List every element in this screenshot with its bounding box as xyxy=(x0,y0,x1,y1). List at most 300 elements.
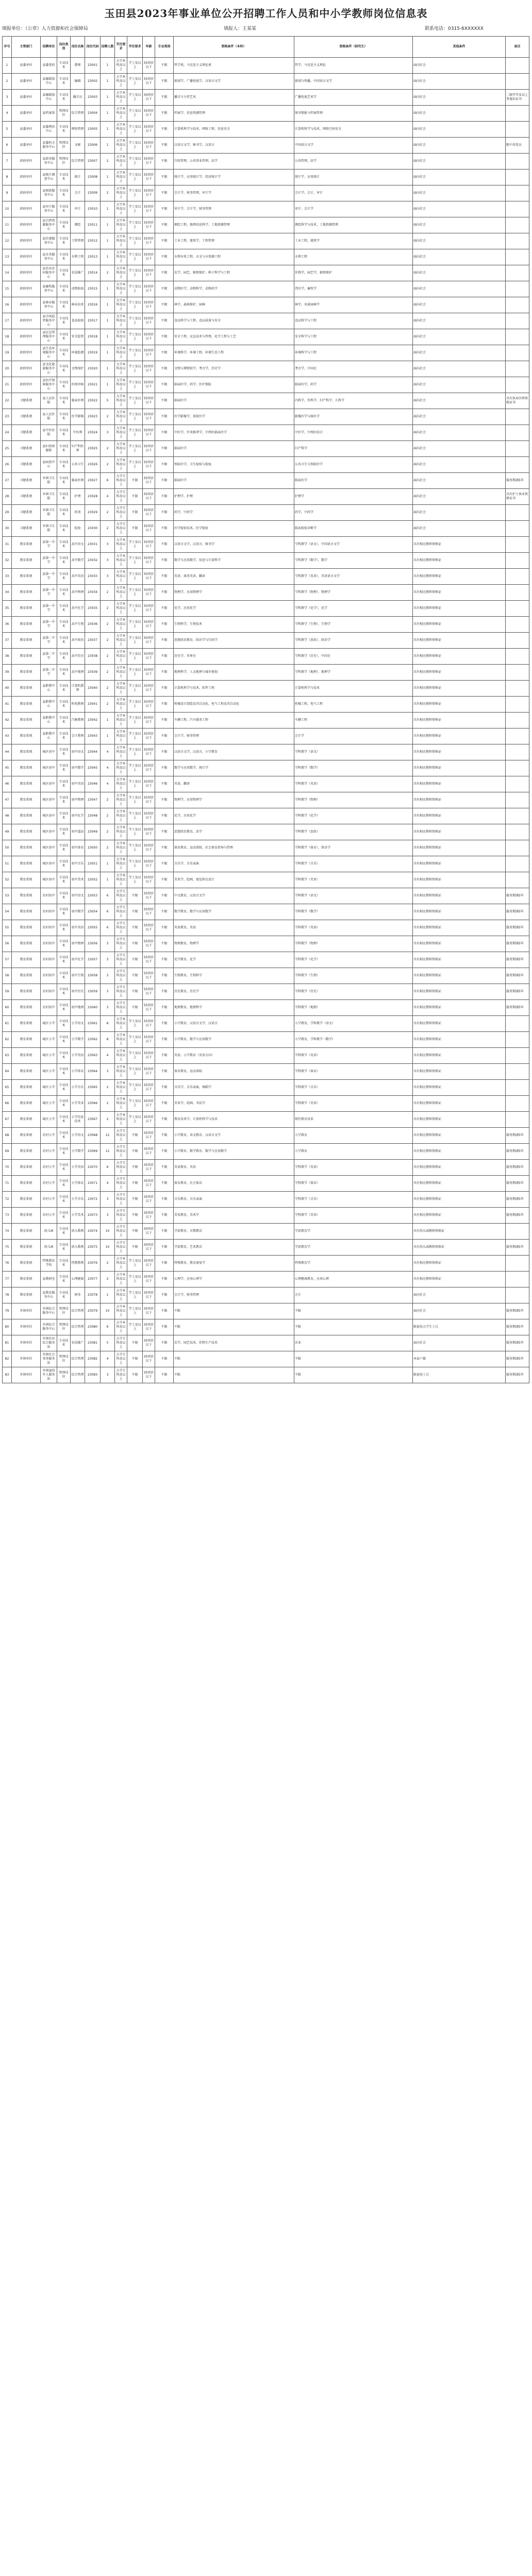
cell-grad: 妇产科学 xyxy=(294,441,413,457)
cell-deg: 学士及以上 xyxy=(127,1032,143,1048)
cell-cat: 专业技术 xyxy=(57,633,71,649)
cell-cond: 具有相应教师资格证 xyxy=(413,681,506,697)
cell-note: 服务期满5年 xyxy=(506,1160,529,1176)
cell-n: 73 xyxy=(3,1208,12,1224)
cell-n: 75 xyxy=(3,1240,12,1256)
cell-cond: 具有幼儿园教师资格证 xyxy=(413,1224,506,1240)
cell-num: 2 xyxy=(101,185,115,201)
cell-num: 1 xyxy=(101,297,115,313)
cell-pos: 小学数学 xyxy=(71,1144,85,1160)
cell-major: 不限 xyxy=(155,441,174,457)
cell-code: 23073 xyxy=(85,1208,101,1224)
cell-pos: 高中语文 xyxy=(71,537,85,553)
cell-major: 不限 xyxy=(155,681,174,697)
cell-cond: 具有相应教师资格证 xyxy=(413,840,506,856)
cell-code: 23003 xyxy=(85,90,101,106)
cell-ben: 物理教育，物理学 xyxy=(174,936,294,952)
cell-deg: 不限 xyxy=(127,1192,143,1208)
cell-age: 35周岁以下 xyxy=(143,824,155,840)
cell-ben: 临床医学，药学，医疗保险 xyxy=(174,377,294,393)
cell-ben: 小学教育，语文教育，汉语言文学 xyxy=(174,1128,294,1144)
cell-grad: 中医学，中西医结合 xyxy=(294,425,413,441)
column-header: 招聘单位 xyxy=(41,37,57,58)
cell-ben: 学前教育，早期教育 xyxy=(174,1224,294,1240)
cell-ben: 数学教育，数学与应用数学 xyxy=(174,904,294,920)
cell-edu: 大学本科及以上 xyxy=(115,393,127,409)
cell-n: 14 xyxy=(3,265,12,281)
table-row xyxy=(3,393,529,409)
cell-pos: 幼儿教师 xyxy=(71,1240,85,1256)
table-row xyxy=(3,1319,529,1335)
cell-edu: 大学专科及以上 xyxy=(115,1208,127,1224)
cell-cond: 面向社会 xyxy=(413,1287,506,1303)
cell-unit: 城区小学 xyxy=(41,1016,57,1032)
cell-note: 二级甲等及以上普通话证书 xyxy=(506,90,529,106)
cell-deg: 学士及以上 xyxy=(127,106,143,122)
cell-dept: 县委单位 xyxy=(12,90,41,106)
table-row xyxy=(3,457,529,473)
cell-num: 2 xyxy=(101,1272,115,1287)
cell-cond: 具有相应教师资格证 xyxy=(413,728,506,744)
cell-cat: 专业技术 xyxy=(57,872,71,888)
cell-cond: 具有相应教师资格证 xyxy=(413,856,506,872)
cell-grad: 学科教学（物理） xyxy=(294,936,413,952)
cell-edu: 大学专科及以上 xyxy=(115,1224,127,1240)
table-row xyxy=(3,201,529,217)
cell-code: 23065 xyxy=(85,1080,101,1096)
cell-edu: 大学本科及以上 xyxy=(115,233,127,249)
cell-n: 21 xyxy=(3,377,12,393)
cell-deg: 学士及以上 xyxy=(127,537,143,553)
cell-grad: 学科教学（思政） xyxy=(294,824,413,840)
cell-edu: 大学专科及以上 xyxy=(115,505,127,521)
cell-ben: 英语，翻译 xyxy=(174,776,294,792)
cell-code: 23071 xyxy=(85,1176,101,1192)
cell-major: 不限 xyxy=(155,872,174,888)
cell-deg: 不限 xyxy=(127,1240,143,1256)
cell-cond: 面向社会 xyxy=(413,249,506,265)
cell-ben: 教育技术学，计算机科学与技术 xyxy=(174,1112,294,1128)
cell-grad: 不限 xyxy=(294,1303,413,1319)
cell-age: 35周岁以下 xyxy=(143,553,155,569)
cell-age: 35周岁以下 xyxy=(143,665,155,681)
cell-n: 81 xyxy=(3,1335,12,1351)
cell-n: 31 xyxy=(3,537,12,553)
cell-code: 23007 xyxy=(85,154,101,170)
cell-age: 35周岁以下 xyxy=(143,681,155,697)
cell-pos: 初中美术 xyxy=(71,872,85,888)
cell-ben: 计算机科学与技术，软件工程 xyxy=(174,681,294,697)
cell-cat: 专业技术 xyxy=(57,904,71,920)
cell-n: 12 xyxy=(3,233,12,249)
cell-deg: 学士及以上 xyxy=(127,1287,143,1303)
cell-note xyxy=(506,856,529,872)
cell-cond: 面向社会 xyxy=(413,361,506,377)
column-header: 备注 xyxy=(506,37,529,58)
cell-cond: 具有相应教师资格证 xyxy=(413,569,506,585)
cell-edu: 大学专科及以上 xyxy=(115,1240,127,1256)
cell-deg: 学士及以上 xyxy=(127,824,143,840)
cell-unit: 县医疗保障服务中心 xyxy=(41,377,57,393)
cell-num: 2 xyxy=(101,649,115,665)
cell-edu: 大学专科及以上 xyxy=(115,1144,127,1160)
cell-age: 35周岁以下 xyxy=(143,1112,155,1128)
cell-major: 不限 xyxy=(155,952,174,968)
cell-num: 3 xyxy=(101,1000,115,1016)
cell-n: 32 xyxy=(3,553,12,569)
cell-pos: 文秘 xyxy=(71,138,85,154)
cell-grad: 学科教学（数学） xyxy=(294,904,413,920)
cell-unit: 县第一中学 xyxy=(41,569,57,585)
cell-pos: 工程管理 xyxy=(71,233,85,249)
cell-pos: 初中语文 xyxy=(71,888,85,904)
cell-num: 1 xyxy=(101,1287,115,1303)
cell-deg: 学士及以上 xyxy=(127,265,143,281)
cell-unit: 城区初中 xyxy=(41,760,57,776)
cell-edu: 大学专科及以上 xyxy=(115,1335,127,1351)
cell-major: 不限 xyxy=(155,633,174,649)
cell-num: 8 xyxy=(101,1016,115,1032)
cell-note xyxy=(506,824,529,840)
cell-cat: 专业技术 xyxy=(57,1287,71,1303)
cell-cond: 具有相应教师资格证 xyxy=(413,1080,506,1096)
cell-num: 1 xyxy=(101,74,115,90)
cell-age: 35周岁以下 xyxy=(143,122,155,138)
column-header: 岗位名称 xyxy=(71,37,85,58)
cell-pos: 会计 xyxy=(71,185,85,201)
cell-major: 不限 xyxy=(155,281,174,297)
cell-dept: 教育系统 xyxy=(12,1208,41,1224)
cell-num: 8 xyxy=(101,1032,115,1048)
cell-age: 30周岁以下 xyxy=(143,1224,155,1240)
cell-cond: 面向社会 xyxy=(413,138,506,154)
cell-edu: 大学专科及以上 xyxy=(115,920,127,936)
table-row xyxy=(3,249,529,265)
cell-major: 不限 xyxy=(155,1240,174,1256)
cell-note xyxy=(506,425,529,441)
table-row xyxy=(3,441,529,457)
cell-code: 23034 xyxy=(85,585,101,601)
cell-deg: 不限 xyxy=(127,1224,143,1240)
cell-unit: 县畜牧服务中心 xyxy=(41,281,57,297)
cell-code: 23063 xyxy=(85,1048,101,1064)
cell-major: 不限 xyxy=(155,808,174,824)
cell-deg: 学士及以上 xyxy=(127,569,143,585)
cell-dept: 卫健系统 xyxy=(12,521,41,537)
cell-num: 6 xyxy=(101,920,115,936)
cell-age: 35周岁以下 xyxy=(143,633,155,649)
cell-dept: 卫健系统 xyxy=(12,489,41,505)
table-row xyxy=(3,1351,529,1367)
cell-cond: 具有相应教师资格证 xyxy=(413,1272,506,1287)
cell-ben: 行政管理，公共事业管理，法学 xyxy=(174,154,294,170)
cell-dept: 县委单位 xyxy=(12,58,41,74)
cell-age: 35周岁以下 xyxy=(143,1096,155,1112)
cell-cond: 面向社会 xyxy=(413,233,506,249)
cell-n: 7 xyxy=(3,154,12,170)
cell-n: 71 xyxy=(3,1176,12,1192)
cell-grad: 学科教学（体育） xyxy=(294,1176,413,1192)
cell-num: 3 xyxy=(101,936,115,952)
cell-age: 35周岁以下 xyxy=(143,936,155,952)
cell-pos: 林业技术 xyxy=(71,297,85,313)
cell-age: 35周岁以下 xyxy=(143,713,155,728)
cell-code: 23019 xyxy=(85,345,101,361)
cell-pos: 妇产科医师 xyxy=(71,441,85,457)
cell-cat: 专业技术 xyxy=(57,936,71,952)
cell-note xyxy=(506,1272,529,1287)
cell-major: 不限 xyxy=(155,1287,174,1303)
cell-ben: 中文教育，汉语言文学 xyxy=(174,888,294,904)
cell-grad: 学前教育学 xyxy=(294,1224,413,1240)
cell-major: 不限 xyxy=(155,1032,174,1048)
cell-dept: 教育系统 xyxy=(12,968,41,984)
cell-cat: 专业技术 xyxy=(57,281,71,297)
cell-pos: 初中道法 xyxy=(71,824,85,840)
cell-grad: 公共卫生与预防医学 xyxy=(294,457,413,473)
cell-age: 35周岁以下 xyxy=(143,409,155,425)
cell-n: 36 xyxy=(3,617,12,633)
cell-ben: 动物医学，动物科学，动物药学 xyxy=(174,281,294,297)
cell-edu: 大学专科及以上 xyxy=(115,1176,127,1192)
cell-major: 不限 xyxy=(155,409,174,425)
cell-cat: 专业技术 xyxy=(57,681,71,697)
cell-code: 23082 xyxy=(85,1351,101,1367)
cell-num: 1 xyxy=(101,313,115,329)
cell-unit: 城区小学 xyxy=(41,1096,57,1112)
table-row xyxy=(3,824,529,840)
cell-cond: 具有相应教师资格证 xyxy=(413,904,506,920)
cell-edu: 大学本科及以上 xyxy=(115,601,127,617)
cell-note xyxy=(506,569,529,585)
cell-unit: 农村初中 xyxy=(41,984,57,1000)
cell-ben: 体育教育，运动训练 xyxy=(174,1064,294,1080)
table-row xyxy=(3,1303,529,1319)
cell-grad: 学科教学（物理） xyxy=(294,792,413,808)
cell-major: 不限 xyxy=(155,840,174,856)
cell-dept: 教育系统 xyxy=(12,1240,41,1256)
cell-n: 48 xyxy=(3,808,12,824)
cell-major: 不限 xyxy=(155,1080,174,1096)
cell-unit: 幼儿园 xyxy=(41,1224,57,1240)
cell-major: 不限 xyxy=(155,170,174,185)
cell-note: 服务期满5年 xyxy=(506,920,529,936)
cell-grad: 小学教育，学科教学（语文） xyxy=(294,1016,413,1032)
cell-age: 35周岁以下 xyxy=(143,1000,155,1016)
cell-cat: 专业技术 xyxy=(57,1192,71,1208)
cell-edu: 大学专科及以上 xyxy=(115,1367,127,1383)
cell-cat: 专业技术 xyxy=(57,425,71,441)
cell-edu: 大学本科及以上 xyxy=(115,361,127,377)
cell-edu: 大学本科及以上 xyxy=(115,792,127,808)
cell-grad: 学科教学（英语） xyxy=(294,776,413,792)
cell-cond: 面向社会 xyxy=(413,170,506,185)
cell-code: 23027 xyxy=(85,473,101,489)
cell-cond: 具有相应教师资格证 xyxy=(413,553,506,569)
cell-age: 35周岁以下 xyxy=(143,856,155,872)
cell-num: 1 xyxy=(101,90,115,106)
cell-unit: 县生态环境服务中心 xyxy=(41,345,57,361)
cell-dept: 教育系统 xyxy=(12,904,41,920)
cell-grad: 哲学，马克思主义理论 xyxy=(294,58,413,74)
cell-ben: 美术学，绘画，书法学 xyxy=(174,1096,294,1112)
cell-age: 35周岁以下 xyxy=(143,1287,155,1303)
cell-dept: 教育系统 xyxy=(12,1064,41,1080)
cell-dept: 教育系统 xyxy=(12,808,41,824)
cell-cat: 专业技术 xyxy=(57,1048,71,1064)
cell-ben: 药学，中药学 xyxy=(174,505,294,521)
cell-pos: 初中化学 xyxy=(71,952,85,968)
cell-n: 60 xyxy=(3,1000,12,1016)
cell-dept: 教育系统 xyxy=(12,872,41,888)
cell-cond: 面向社会 xyxy=(413,393,506,409)
cell-num: 2 xyxy=(101,601,115,617)
cell-major: 不限 xyxy=(155,537,174,553)
cell-age: 35周岁以下 xyxy=(143,728,155,744)
cell-age: 35周岁以下 xyxy=(143,313,155,329)
cell-code: 23038 xyxy=(85,649,101,665)
cell-cond: 具有相应教师资格证 xyxy=(413,713,506,728)
cell-n: 22 xyxy=(3,393,12,409)
cell-dept: 卫健系统 xyxy=(12,393,41,409)
cell-n: 47 xyxy=(3,792,12,808)
cell-code: 23009 xyxy=(85,185,101,201)
cell-age: 35周岁以下 xyxy=(143,265,155,281)
cell-ben: 计算机科学与技术，网络工程，信息安全 xyxy=(174,122,294,138)
cell-deg: 学士及以上 xyxy=(127,792,143,808)
cell-cat: 专业技术 xyxy=(57,249,71,265)
cell-deg: 学士及以上 xyxy=(127,1319,143,1335)
cell-note xyxy=(506,201,529,217)
cell-num: 2 xyxy=(101,697,115,713)
cell-dept: 教育系统 xyxy=(12,1000,41,1016)
cell-grad: 内科学，外科学，妇产科学，儿科学 xyxy=(294,393,413,409)
cell-num: 1 xyxy=(101,106,115,122)
cell-ben: 汉语言文学，汉语言，小学教育 xyxy=(174,744,294,760)
cell-num: 10 xyxy=(101,1303,115,1319)
cell-n: 52 xyxy=(3,872,12,888)
cell-edu: 大学专科及以上 xyxy=(115,1192,127,1208)
cell-grad: 测绘科学与技术，土地资源管理 xyxy=(294,217,413,233)
table-row xyxy=(3,170,529,185)
cell-dept: 卫健系统 xyxy=(12,457,41,473)
cell-ben: 物理学，应用物理学 xyxy=(174,792,294,808)
cell-age: 35周岁以下 xyxy=(143,1160,155,1176)
cell-code: 23017 xyxy=(85,313,101,329)
cell-deg: 学士及以上 xyxy=(127,1096,143,1112)
cell-unit: 农村初中 xyxy=(41,936,57,952)
cell-code: 23076 xyxy=(85,1256,101,1272)
cell-num: 2 xyxy=(101,1096,115,1112)
cell-grad: 小学教育，学科教学（数学） xyxy=(294,1032,413,1048)
cell-unit: 乡镇卫生院 xyxy=(41,489,57,505)
cell-cat: 专业技术 xyxy=(57,377,71,393)
cell-code: 23015 xyxy=(85,281,101,297)
cell-major: 不限 xyxy=(155,824,174,840)
cell-unit: 乡镇综合服务中心 xyxy=(41,1303,57,1319)
cell-code: 23011 xyxy=(85,217,101,233)
cell-edu: 大学本科及以上 xyxy=(115,760,127,776)
cell-pos: 高中生物 xyxy=(71,617,85,633)
cell-unit: 县第一中学 xyxy=(41,553,57,569)
cell-note xyxy=(506,633,529,649)
cell-ben: 临床医学 xyxy=(174,393,294,409)
cell-edu: 大学本科及以上 xyxy=(115,569,127,585)
cell-n: 83 xyxy=(3,1367,12,1383)
cell-num: 4 xyxy=(101,776,115,792)
cell-age: 35周岁以下 xyxy=(143,393,155,409)
cell-dept: 政府单位 xyxy=(12,297,41,313)
cell-cond: 面向社会 xyxy=(413,1303,506,1319)
table-row xyxy=(3,377,529,393)
cell-dept: 政府单位 xyxy=(12,154,41,170)
table-row xyxy=(3,856,529,872)
cell-code: 23044 xyxy=(85,744,101,760)
cell-cat: 专业技术 xyxy=(57,1112,71,1128)
cell-cat: 专业技术 xyxy=(57,840,71,856)
cell-edu: 大学专科及以上 xyxy=(115,984,127,1000)
cell-cat: 专业技术 xyxy=(57,1080,71,1096)
cell-n: 62 xyxy=(3,1032,12,1048)
cell-n: 8 xyxy=(3,170,12,185)
cell-deg: 学士及以上 xyxy=(127,601,143,617)
cell-pos: 小学英语 xyxy=(71,1160,85,1176)
cell-unit: 县委机关服务中心 xyxy=(41,138,57,154)
cell-code: 23049 xyxy=(85,824,101,840)
table-row xyxy=(3,537,529,553)
cell-pos: 会计教师 xyxy=(71,728,85,744)
table-row xyxy=(3,361,529,377)
cell-n: 17 xyxy=(3,313,12,329)
cell-unit: 农村初中 xyxy=(41,904,57,920)
cell-unit: 城区小学 xyxy=(41,1032,57,1048)
cell-pos: 心理健康 xyxy=(71,1272,85,1287)
cell-cond: 具有相应教师资格证 xyxy=(413,1048,506,1064)
cell-note: 服务期满5年 xyxy=(506,952,529,968)
cell-ben: 地理科学，人文地理与城乡规划 xyxy=(174,665,294,681)
cell-n: 18 xyxy=(3,329,12,345)
cell-deg: 学士及以上 xyxy=(127,1303,143,1319)
cell-n: 80 xyxy=(3,1319,12,1335)
cell-cond: 面向社会 xyxy=(413,90,506,106)
cell-note: 服务期满5年 xyxy=(506,1335,529,1351)
cell-dept: 乡镇单位 xyxy=(12,1335,41,1351)
cell-major: 不限 xyxy=(155,760,174,776)
cell-dept: 教育系统 xyxy=(12,585,41,601)
cell-note: 服务期满5年 xyxy=(506,984,529,1000)
cell-n: 19 xyxy=(3,345,12,361)
cell-pos: 环境监测 xyxy=(71,345,85,361)
cell-cond: 面向社会 xyxy=(413,457,506,473)
cell-cond: 面向社会 xyxy=(413,409,506,425)
cell-age: 35周岁以下 xyxy=(143,249,155,265)
cell-ben: 文物与博物馆学，考古学，历史学 xyxy=(174,361,294,377)
cell-code: 23005 xyxy=(85,122,101,138)
table-row xyxy=(3,1080,529,1096)
table-row xyxy=(3,138,529,154)
cell-deg: 学士及以上 xyxy=(127,281,143,297)
cell-deg: 学士及以上 xyxy=(127,744,143,760)
cell-age: 35周岁以下 xyxy=(143,521,155,537)
cell-deg: 学士及以上 xyxy=(127,217,143,233)
table-row xyxy=(3,473,529,489)
cell-code: 23074 xyxy=(85,1224,101,1240)
cell-code: 23048 xyxy=(85,808,101,824)
table-row xyxy=(3,1144,529,1160)
table-row xyxy=(3,665,529,681)
cell-unit: 乡镇卫生院 xyxy=(41,473,57,489)
cell-n: 28 xyxy=(3,489,12,505)
